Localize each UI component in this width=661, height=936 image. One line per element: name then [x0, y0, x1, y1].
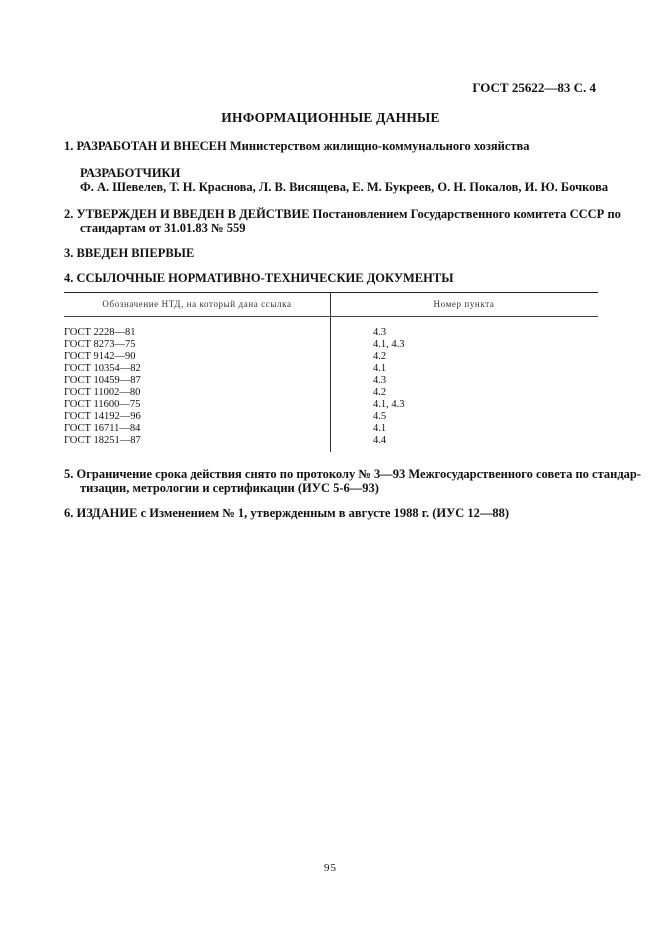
developers-names: Ф. А. Шевелев, Т. Н. Краснова, Л. В. Висящева, Е. М. Букреев, О. Н. Покалов, И. Ю. Бочкова — [80, 180, 609, 194]
table-body — [64, 327, 598, 447]
table-header-rule — [64, 316, 598, 317]
page-title: ИНФОРМАЦИОННЫЕ ДАННЫЕ — [221, 110, 440, 125]
clause-cell: 4.1 — [373, 423, 387, 434]
designation-cell: ГОСТ 14192—96 — [64, 411, 141, 422]
developers-heading: РАЗРАБОТЧИКИ — [80, 166, 181, 180]
table-header-designation: Обозначение НТД, на который дана ссылка — [102, 299, 292, 309]
clause-cell: 4.1 — [373, 363, 387, 374]
designation-cell: ГОСТ 11600—75 — [64, 399, 141, 410]
section-5-line2: тизации, метрологии и сертификации (ИУС 5-6—93) — [80, 481, 379, 495]
section-2-line2: стандартам от 31.01.83 № 559 — [80, 221, 246, 235]
table-row — [64, 399, 598, 411]
table-top-rule — [64, 292, 598, 293]
references-table — [64, 292, 598, 452]
designation-cell: ГОСТ 10354—82 — [64, 363, 141, 374]
table-row — [64, 435, 598, 447]
section-2-line1: 2. УТВЕРЖДЕН И ВВЕДЕН В ДЕЙСТВИЕ Постановлением Государственного комитета СССР по — [64, 207, 621, 221]
clause-cell: 4.3 — [373, 327, 387, 338]
designation-cell: ГОСТ 11002—80 — [64, 387, 141, 398]
clause-cell: 4.5 — [373, 411, 387, 422]
clause-cell: 4.2 — [373, 387, 387, 398]
clause-cell: 4.2 — [373, 351, 387, 362]
clause-cell: 4.1, 4.3 — [373, 399, 405, 410]
table-row — [64, 411, 598, 423]
table-row — [64, 339, 598, 351]
designation-cell: ГОСТ 18251—87 — [64, 435, 141, 446]
document-code: ГОСТ 25622—83 С. 4 — [472, 80, 596, 95]
table-header-clause: Номер пункта — [433, 299, 495, 309]
section-3: 3. ВВЕДЕН ВПЕРВЫЕ — [64, 246, 195, 260]
table-row — [64, 375, 598, 387]
designation-cell: ГОСТ 8273—75 — [64, 339, 136, 350]
section-4: 4. ССЫЛОЧНЫЕ НОРМАТИВНО-ТЕХНИЧЕСКИЕ ДОКУМЕНТЫ — [64, 271, 454, 285]
designation-cell: ГОСТ 2228—81 — [64, 327, 136, 338]
designation-cell: ГОСТ 10459—87 — [64, 375, 141, 386]
designation-cell: ГОСТ 16711—84 — [64, 423, 141, 434]
table-row — [64, 351, 598, 363]
section-6: 6. ИЗДАНИЕ с Изменением № 1, утвержденным в августе 1988 г. (ИУС 12—88) — [64, 506, 510, 520]
clause-cell: 4.3 — [373, 375, 387, 386]
table-row — [64, 387, 598, 399]
page-number: 95 — [324, 862, 337, 874]
table-row — [64, 423, 598, 435]
designation-cell: ГОСТ 9142—90 — [64, 351, 136, 362]
clause-cell: 4.1, 4.3 — [373, 339, 405, 350]
table-row — [64, 327, 598, 339]
clause-cell: 4.4 — [373, 435, 387, 446]
table-row — [64, 363, 598, 375]
section-5-line1: 5. Ограничение срока действия снято по протоколу № 3—93 Межгосударственного совета по стандар- — [64, 467, 642, 481]
section-1: 1. РАЗРАБОТАН И ВНЕСЕН Министерством жилищно-коммунального хозяйства — [64, 139, 530, 153]
